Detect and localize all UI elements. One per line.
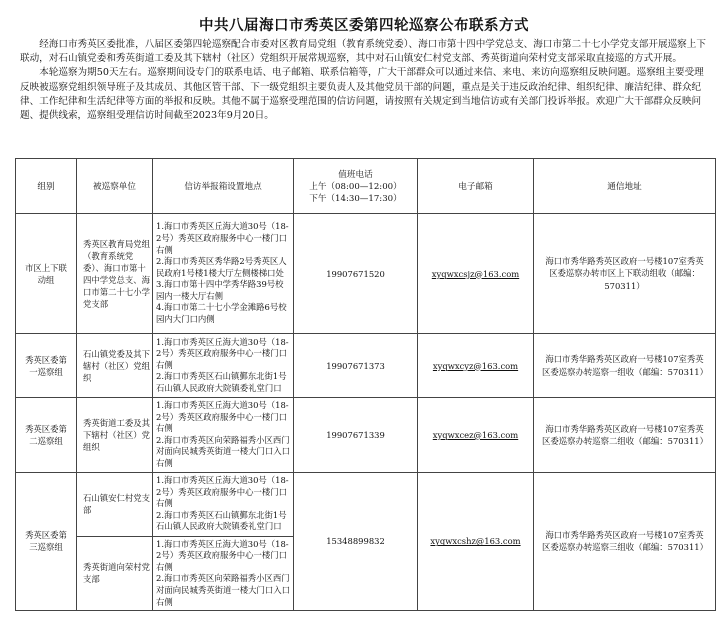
location-item: 1.海口市秀英区丘海大道30号（18-2号）秀英区政府服务中心一楼门口右侧 xyxy=(156,221,289,255)
email-link[interactable]: xyqwxcyz@163.com xyxy=(432,360,519,371)
group-cell: 市区上下联动组 xyxy=(16,214,77,334)
table-row xyxy=(16,334,716,398)
location-item: 1.海口市秀英区丘海大道30号（18-2号）秀英区政府服务中心一楼门口右侧 xyxy=(156,475,289,509)
email-link[interactable]: xyqwxcez@163.com xyxy=(432,429,519,440)
intro-paragraph-2: 本轮巡察为期50天左右。巡察期间设专门的联系电话、电子邮箱、联系信箱等，广大干部群众可以通过来信、来电、来访向巡察组反映问题。巡察组主要受理反映被巡察党组织领导班子及其成员、其他区管干部、下一级党组织主要负责人及其他党员干部的问题，重点是关于违反政治纪律、组织纪律、廉洁纪律、群众纪律、工作纪律和生活纪律等方面的举报和反映。其他不属于巡察受理范围的信访问题，请按照有关规定到当地信访或有关部门投诉举报。欢迎广大干部群众反映问题、提供线索，巡察组受理信访时间截至2023年9月20日。 xyxy=(20,67,704,122)
location-item: 2.海口市秀英区石山镇鄞东北街1号石山镇人民政府大院镇委礼堂门口 xyxy=(156,371,287,393)
location-item: 1.海口市秀英区丘海大道30号（18-2号）秀英区政府服务中心一楼门口右侧 xyxy=(156,400,289,434)
email-cell xyxy=(418,472,534,611)
header-phone-am: 上午（08:00—12:00） xyxy=(309,182,402,192)
email-cell xyxy=(418,214,534,334)
location-cell xyxy=(153,214,294,334)
unit-cell: 石山镇安仁村党支部 xyxy=(77,472,153,536)
table-header-row xyxy=(16,159,716,214)
table-row xyxy=(16,214,716,334)
header-phone-title: 值班电话 xyxy=(338,170,373,180)
header-email: 电子邮箱 xyxy=(418,159,534,214)
header-phone-pm: 下午（14:30—17:30） xyxy=(309,194,402,204)
document-title: 中共八届海口市秀英区委第四轮巡察公布联系方式 xyxy=(199,18,529,34)
group-cell: 秀英区委第二巡察组 xyxy=(16,398,77,473)
header-unit: 被巡察单位 xyxy=(77,159,153,214)
unit-cell: 秀英街道向荣村党支部 xyxy=(77,536,153,611)
email-link[interactable]: xyqwxcsjz@163.com xyxy=(431,268,520,279)
location-item: 1.海口市秀英区丘海大道30号（18-2号）秀英区政府服务中心一楼门口右侧 xyxy=(156,538,289,572)
header-group: 组别 xyxy=(16,159,77,214)
email-cell xyxy=(418,334,534,398)
location-item: 1.海口市秀英区丘海大道30号（18-2号）秀英区政府服务中心一楼门口右侧 xyxy=(156,336,289,370)
location-item: 2.海口市秀英区向荣路福秀小区西门对面向民城秀英街道一楼大门口入口右侧 xyxy=(156,573,290,607)
intro-text xyxy=(20,38,710,123)
unit-cell: 秀英区教育局党组（教育系统党委）、海口市第十四中学党总支、海口市第二十七小学党支部 xyxy=(77,214,153,334)
location-item: 2.海口市秀英区石山镇鄞东北街1号石山镇人民政府大院镇委礼堂门口 xyxy=(156,509,287,532)
group-cell: 秀英区委第三巡察组 xyxy=(16,472,77,611)
address-cell: 海口市秀华路秀英区政府一号楼107室秀英区委巡察办转巡察二组收（邮编：570311） xyxy=(534,398,716,473)
group-cell: 秀英区委第一巡察组 xyxy=(16,334,77,398)
address-cell: 海口市秀华路秀英区政府一号楼107室秀英区委巡察办转巡察一组收（邮编：570311） xyxy=(534,334,716,398)
header-address: 通信地址 xyxy=(534,159,716,214)
location-item: 2.海口市秀英区秀华路2号秀英区人民政府1号楼1楼大厅左侧楼梯口处 xyxy=(156,256,287,278)
location-item: 4.海口市第二十七小学金滩路6号校园内大门口内侧 xyxy=(156,302,287,325)
header-phone xyxy=(294,159,418,214)
email-link[interactable]: xyqwxcshz@163.com xyxy=(430,536,521,547)
table-row xyxy=(16,398,716,473)
location-cell xyxy=(153,472,294,536)
location-cell xyxy=(153,334,294,398)
location-cell xyxy=(153,398,294,473)
phone-cell: 19907671520 xyxy=(294,214,418,334)
contact-table xyxy=(15,158,716,611)
intro-paragraph-1: 经海口市秀英区委批准，八届区委第四轮巡察配合市委对区教育局党组（教育系统党委）、海口市第十四中学党总支、海口市第二十七小学党支部开展巡察上下联动，对石山镇党委和秀英街道工委及其下辖村（社区）党组织开展常规巡察，其中对石山镇安仁村党支部、秀英街道向荣村党支部采取直接巡的方式开展。 xyxy=(20,39,706,65)
table-row xyxy=(16,472,716,536)
phone-cell: 19907671373 xyxy=(294,334,418,398)
location-item: 2.海口市秀英区向荣路福秀小区西门对面向民城秀英街道一楼大门口入口右侧 xyxy=(156,434,290,468)
location-item: 3.海口市第十四中学秀华路39号校园内一楼大厅右侧 xyxy=(156,279,284,301)
header-location: 信访举报箱设置地点 xyxy=(153,159,294,214)
unit-cell: 秀英街道工委及其下辖村（社区）党组织 xyxy=(77,398,153,473)
address-cell: 海口市秀华路秀英区政府一号楼107室秀英区委巡察办转巡察三组收（邮编：570311） xyxy=(534,472,716,611)
email-cell xyxy=(418,398,534,473)
phone-cell: 15348899832 xyxy=(294,472,418,611)
location-cell xyxy=(153,536,294,611)
address-cell: 海口市秀华路秀英区政府一号楼107室秀英区委巡察办转市区上下联动组收（邮编：570311） xyxy=(534,214,716,334)
phone-cell: 19907671339 xyxy=(294,398,418,473)
unit-cell: 石山镇党委及其下辖村（社区）党组织 xyxy=(77,334,153,398)
